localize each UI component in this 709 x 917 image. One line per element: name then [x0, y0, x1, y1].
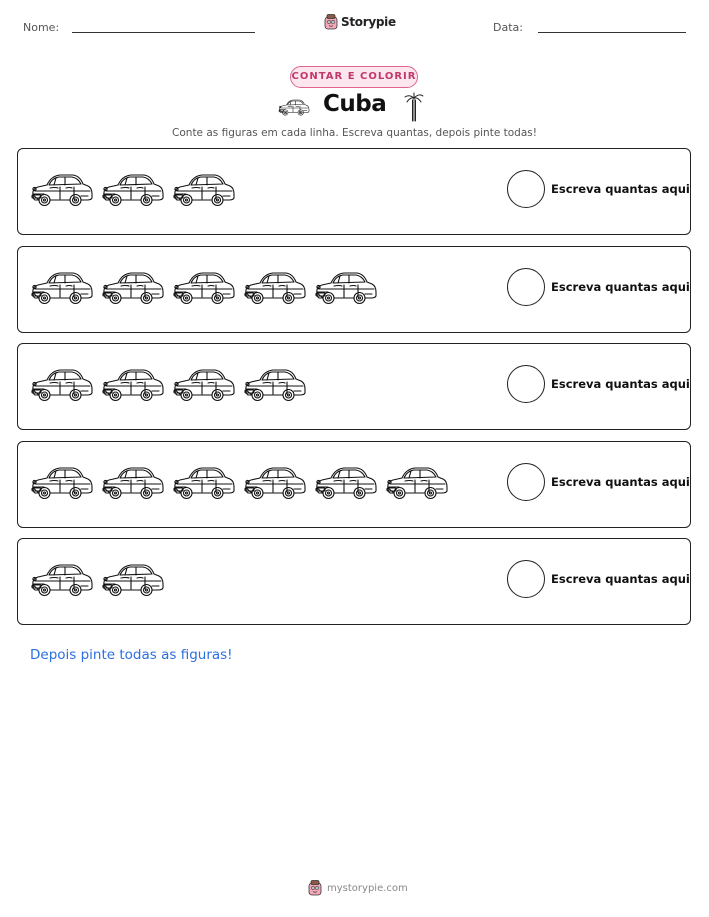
vintage-car-icon[interactable] — [243, 362, 307, 406]
figure-group — [30, 265, 378, 310]
answer-label: Escreva quantas aqui — [551, 474, 690, 489]
footer-brand — [308, 880, 408, 896]
instructions: Conte as figuras em cada linha. Escreva quantas, depois pinte todas! — [172, 127, 537, 139]
vintage-car-icon[interactable] — [172, 167, 236, 211]
vintage-car-icon[interactable] — [385, 460, 449, 504]
counting-row — [17, 343, 691, 430]
answer-circle[interactable] — [507, 170, 545, 208]
vintage-car-icon[interactable] — [172, 460, 236, 504]
answer-circle[interactable] — [507, 268, 545, 306]
vintage-car-icon[interactable] — [101, 362, 165, 406]
answer-circle[interactable] — [507, 463, 545, 501]
vintage-car-icon[interactable] — [101, 167, 165, 211]
date-label: Data: — [493, 21, 523, 34]
vintage-car-icon[interactable] — [30, 167, 94, 211]
brand-name: Storypie — [341, 15, 396, 29]
vintage-car-icon[interactable] — [101, 460, 165, 504]
vintage-car-icon[interactable] — [243, 265, 307, 309]
activity-badge: CONTAR E COLORIR — [290, 66, 418, 88]
vintage-car-icon[interactable] — [30, 557, 94, 601]
footer-note: Depois pinte todas as figuras! — [30, 647, 233, 663]
answer-label: Escreva quantas aqui — [551, 572, 690, 586]
figure-group — [30, 362, 307, 407]
figure-group — [30, 167, 236, 212]
figure-group — [30, 557, 165, 602]
counting-row — [17, 246, 691, 333]
vintage-car-icon[interactable] — [172, 265, 236, 309]
vintage-car-icon[interactable] — [30, 265, 94, 309]
vintage-car-icon[interactable] — [101, 265, 165, 309]
answer-circle[interactable] — [507, 365, 545, 403]
counting-row — [17, 441, 691, 528]
vintage-car-icon[interactable] — [101, 557, 165, 601]
date-line[interactable] — [538, 32, 686, 33]
counting-row — [17, 538, 691, 625]
counting-row — [17, 148, 691, 235]
name-label: Nome: — [23, 21, 60, 34]
footer-url: mystorypie.com — [327, 882, 408, 894]
header-brand — [324, 14, 396, 30]
answer-label: Escreva quantas aqui — [551, 279, 690, 294]
palm-tree-icon — [404, 92, 424, 122]
answer-circle[interactable] — [507, 560, 545, 598]
vintage-car-icon[interactable] — [314, 460, 378, 504]
answer-label: Escreva quantas aqui — [551, 377, 690, 391]
figure-group — [30, 460, 449, 505]
vintage-car-icon[interactable] — [172, 362, 236, 406]
vintage-car-icon[interactable] — [314, 265, 378, 309]
page-title: Cuba — [323, 91, 387, 117]
storypie-logo-icon — [324, 14, 338, 30]
vintage-car-icon[interactable] — [30, 362, 94, 406]
answer-label: Escreva quantas aqui — [551, 182, 690, 196]
vintage-car-icon[interactable] — [30, 460, 94, 504]
vintage-car-icon — [278, 96, 310, 118]
name-line[interactable] — [72, 32, 255, 33]
storypie-logo-icon — [308, 880, 322, 896]
vintage-car-icon[interactable] — [243, 460, 307, 504]
